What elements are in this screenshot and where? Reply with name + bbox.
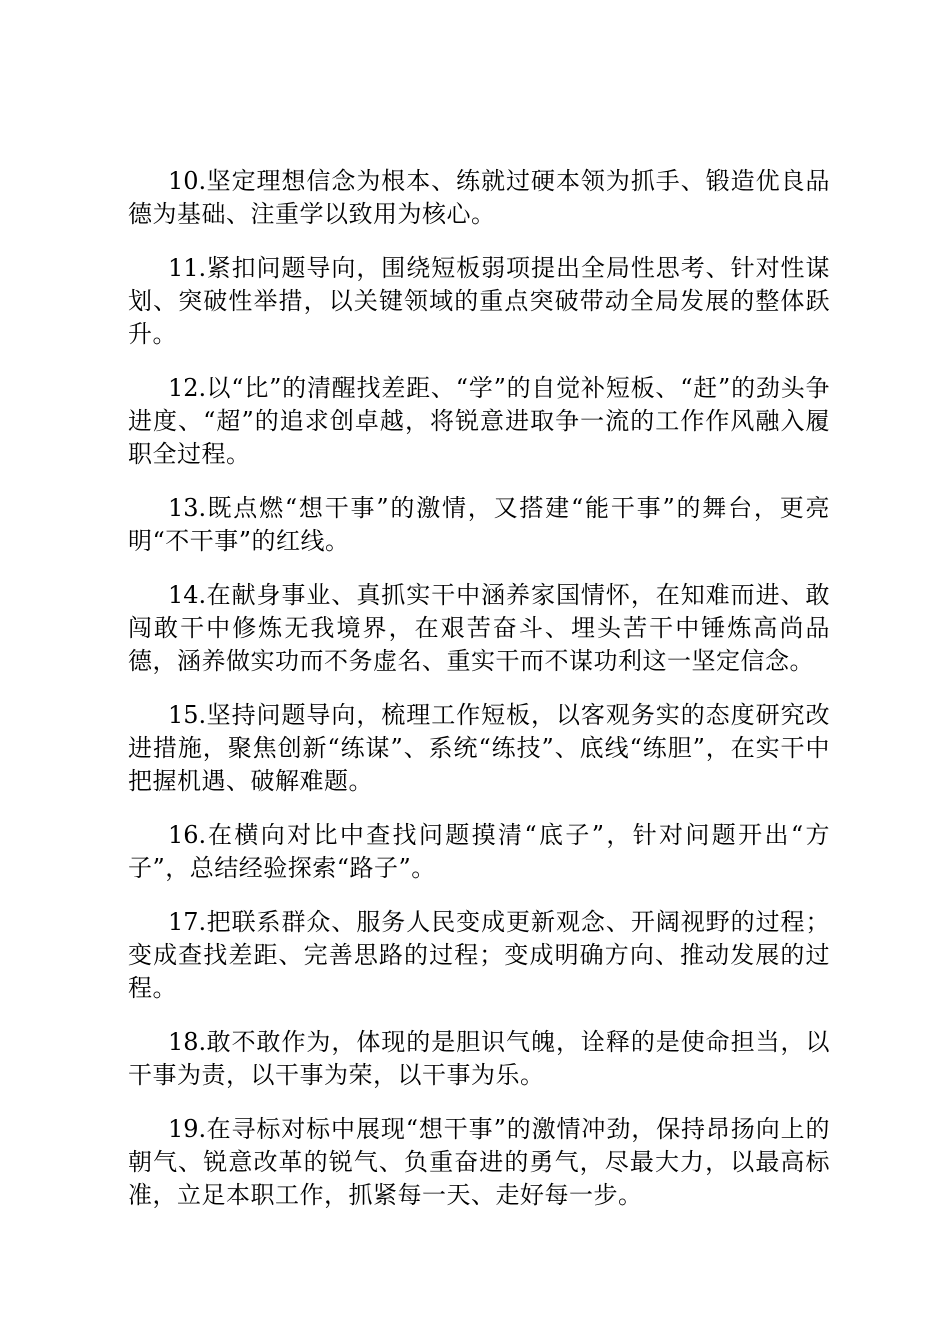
item-text: 既点燃“想干事”的激情，又搭建“能干事”的舞台，更亮明“不干事”的红线。 (128, 494, 830, 555)
item-number: 13. (168, 494, 207, 522)
list-item-11 (128, 252, 830, 351)
item-number: 14. (168, 581, 207, 609)
item-number: 12. (168, 374, 207, 402)
item-number: 18. (168, 1028, 207, 1056)
list-item-14 (128, 579, 830, 678)
item-text: 在寻标对标中展现“想干事”的激情冲劲，保持昂扬向上的朝气、锐意改革的锐气、负重奋进的勇气，尽最大力，以最高标准，立足本职工作，抓紧每一天、走好每一步。 (128, 1115, 830, 1209)
list-item-12 (128, 372, 830, 471)
item-text: 敢不敢作为，体现的是胆识气魄，诠释的是使命担当，以干事为责，以干事为荣，以干事为乐。 (128, 1028, 830, 1089)
item-number: 15. (168, 701, 207, 729)
item-number: 19. (168, 1115, 207, 1143)
list-item-16 (128, 819, 830, 885)
document-body (128, 165, 830, 1233)
item-text: 把联系群众、服务人民变成更新观念、开阔视野的过程；变成查找差距、完善思路的过程；变成明确方向、推动发展的过程。 (128, 908, 830, 1002)
list-item-15 (128, 699, 830, 798)
item-text: 在献身事业、真抓实干中涵养家国情怀，在知难而进、敢闯敢干中修炼无我境界，在艰苦奋斗、埋头苦干中锤炼高尚品德，涵养做实功而不务虚名、重实干而不谋功利这一坚定信念。 (128, 581, 830, 675)
list-item-13 (128, 492, 830, 558)
item-number: 11. (168, 254, 207, 282)
item-number: 16. (168, 821, 207, 849)
list-item-19 (128, 1113, 830, 1212)
item-text: 坚持问题导向，梳理工作短板，以客观务实的态度研究改进措施，聚焦创新“练谋”、系统“练技”、底线“练胆”，在实干中把握机遇、破解难题。 (128, 701, 830, 795)
item-text: 以“比”的清醒找差距、“学”的自觉补短板、“赶”的劲头争进度、“超”的追求创卓越，将锐意进取争一流的工作作风融入履职全过程。 (128, 374, 830, 468)
list-item-17 (128, 906, 830, 1005)
list-item-18 (128, 1026, 830, 1092)
item-number: 17. (168, 908, 207, 936)
item-number: 10. (168, 167, 207, 195)
list-item-10 (128, 165, 830, 231)
item-text: 紧扣问题导向，围绕短板弱项提出全局性思考、针对性谋划、突破性举措，以关键领域的重点突破带动全局发展的整体跃升。 (128, 254, 830, 348)
item-text: 坚定理想信念为根本、练就过硬本领为抓手、锻造优良品德为基础、注重学以致用为核心。 (128, 167, 830, 228)
item-text: 在横向对比中查找问题摸清“底子”，针对问题开出“方子”，总结经验探索“路子”。 (128, 821, 830, 882)
